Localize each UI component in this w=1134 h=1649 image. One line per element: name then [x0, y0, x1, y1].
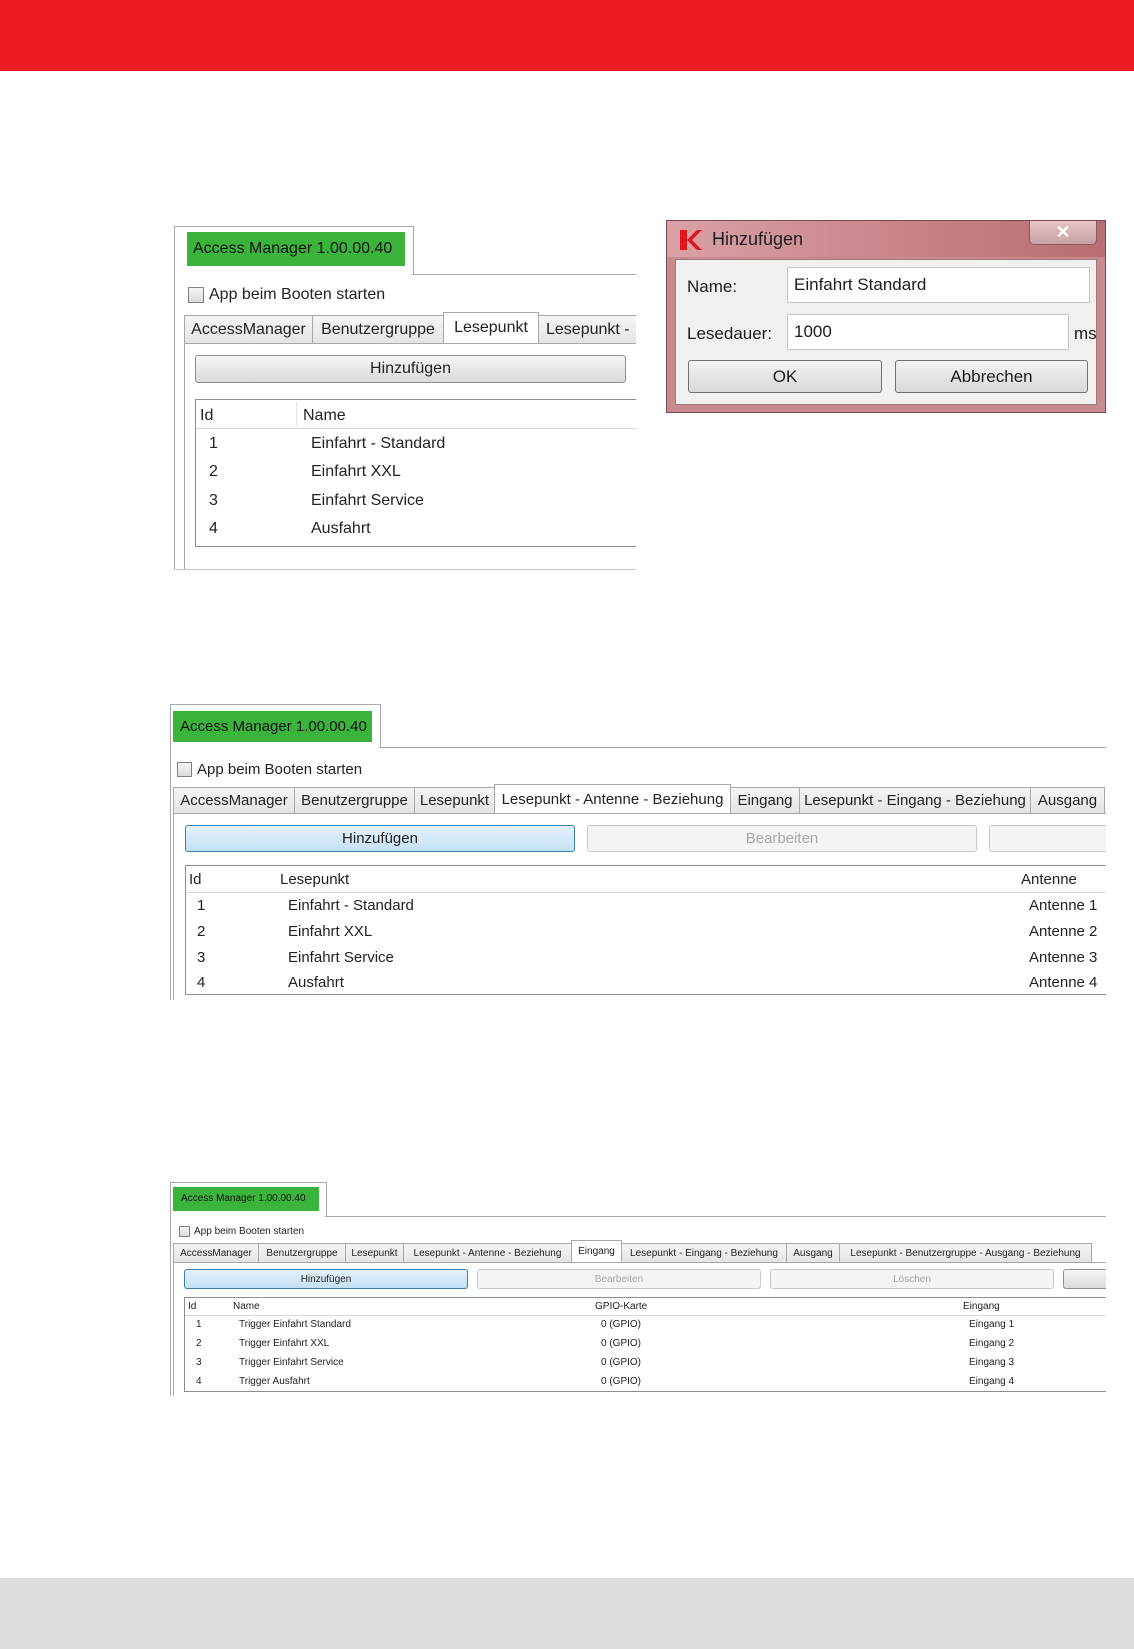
cell-id: 3	[197, 949, 206, 966]
delete-button[interactable]: Löschen	[770, 1269, 1054, 1289]
cell-id: 1	[209, 435, 218, 452]
duration-label: Lesedauer:	[687, 324, 773, 343]
name-field[interactable]: Einfahrt Standard	[787, 267, 1090, 303]
boot-checkbox[interactable]	[179, 1226, 190, 1237]
column-header-id[interactable]: Id	[188, 1301, 197, 1312]
cell-eingang: Eingang 4	[969, 1376, 1015, 1387]
delete-button[interactable]	[989, 825, 1106, 852]
name-label: Name:	[687, 277, 738, 296]
tab-benutzergruppe[interactable]: Benutzergruppe	[258, 1243, 346, 1262]
eingang-table	[184, 1297, 1106, 1392]
column-header-id[interactable]: Id	[189, 871, 202, 888]
tab-lesepunkt[interactable]: Lesepunkt	[443, 312, 539, 343]
column-header-lesepunkt[interactable]: Lesepunkt	[280, 871, 350, 888]
cell-eingang: Eingang 2	[969, 1338, 1015, 1349]
cell-name: Trigger Einfahrt Service	[239, 1357, 344, 1368]
tab-ausgang[interactable]: Ausgang	[786, 1243, 840, 1262]
dialog-body	[675, 259, 1097, 405]
duration-unit: ms	[1074, 324, 1097, 343]
tab-lesepunkt-eingang-beziehung[interactable]: Lesepunkt - Eingang - Beziehung	[799, 787, 1031, 813]
cell-id: 3	[209, 492, 218, 509]
edit-button[interactable]: Bearbeiten	[587, 825, 977, 852]
cell-eingang: Eingang 1	[969, 1319, 1015, 1330]
screenshot-lesepunkt-antenne	[170, 698, 1106, 1000]
boot-checkbox[interactable]	[177, 762, 192, 777]
tab-ausgang[interactable]: Ausgang	[1030, 787, 1105, 813]
tab-accessmanager[interactable]: AccessManager	[173, 787, 295, 813]
tab-strip	[173, 785, 1104, 813]
cell-eingang: Eingang 3	[969, 1357, 1015, 1368]
cell-name: Einfahrt XXL	[311, 463, 401, 480]
cell-lesepunkt: Einfahrt XXL	[288, 923, 373, 940]
cell-gpio-karte: 0 (GPIO)	[601, 1338, 642, 1349]
cell-id: 2	[196, 1338, 202, 1349]
tab-lesepunkt-eingang-beziehung[interactable]: Lesepunkt - Eingang - Beziehung	[621, 1243, 787, 1262]
more-button[interactable]	[1063, 1269, 1106, 1289]
app-logo-icon	[680, 230, 702, 250]
cell-name: Trigger Einfahrt XXL	[239, 1338, 330, 1349]
app-title: Access Manager 1.00.00.40	[173, 1187, 319, 1211]
add-button[interactable]: Hinzufügen	[184, 1269, 468, 1289]
tab-benutzergruppe[interactable]: Benutzergruppe	[294, 787, 415, 813]
app-title: Access Manager 1.00.00.40	[173, 711, 372, 742]
tab-lesepunkt-more[interactable]: Lesepunkt -	[538, 315, 636, 343]
tab-lesepunkt-benutzergruppe-ausgang-beziehung[interactable]: Lesepunkt - Benutzergruppe - Ausgang - Beziehung	[839, 1243, 1092, 1262]
cell-antenne: Antenne 3	[1029, 949, 1098, 966]
cell-name: Einfahrt Service	[311, 492, 424, 509]
lesepunkt-table	[195, 399, 636, 547]
duration-field[interactable]: 1000	[787, 314, 1069, 350]
screenshot-eingang	[170, 1178, 1106, 1396]
edit-button[interactable]: Bearbeiten	[477, 1269, 761, 1289]
tab-accessmanager[interactable]: AccessManager	[184, 315, 313, 343]
tab-accessmanager[interactable]: AccessManager	[173, 1243, 259, 1262]
cell-id: 2	[197, 923, 206, 940]
cell-id: 1	[196, 1319, 202, 1330]
tab-lesepunkt[interactable]: Lesepunkt	[414, 787, 495, 813]
cancel-button[interactable]: Abbrechen	[895, 360, 1088, 393]
cell-id: 3	[196, 1357, 202, 1368]
column-header-id[interactable]: Id	[200, 407, 214, 424]
add-dialog	[666, 220, 1106, 413]
top-banner	[0, 0, 1134, 71]
boot-checkbox[interactable]	[188, 287, 204, 303]
cell-gpio-karte: 0 (GPIO)	[601, 1376, 642, 1387]
cell-lesepunkt: Ausfahrt	[288, 974, 344, 991]
tab-eingang[interactable]: Eingang	[730, 787, 800, 813]
tab-eingang[interactable]: Eingang	[571, 1240, 622, 1262]
tab-strip	[184, 313, 636, 343]
footer-band	[0, 1578, 1134, 1649]
cell-id: 2	[209, 463, 218, 480]
tab-lesepunkt-antenne-beziehung[interactable]: Lesepunkt - Antenne - Beziehung	[494, 784, 731, 813]
cell-name: Ausfahrt	[311, 520, 371, 537]
app-title: Access Manager 1.00.00.40	[187, 232, 405, 266]
tab-lesepunkt[interactable]: Lesepunkt	[345, 1243, 404, 1262]
tab-benutzergruppe[interactable]: Benutzergruppe	[312, 315, 444, 343]
cell-antenne: Antenne 2	[1029, 923, 1098, 940]
cell-gpio-karte: 0 (GPIO)	[601, 1357, 642, 1368]
cell-lesepunkt: Einfahrt Service	[288, 949, 394, 966]
cell-id: 4	[196, 1376, 202, 1387]
column-header-name[interactable]: Name	[233, 1301, 260, 1312]
cell-name: Trigger Ausfahrt	[239, 1376, 310, 1387]
close-icon[interactable]: ✕	[1029, 220, 1097, 245]
tab-lesepunkt-antenne-beziehung[interactable]: Lesepunkt - Antenne - Beziehung	[403, 1243, 572, 1262]
screenshot-lesepunkt	[174, 220, 636, 570]
cell-name: Einfahrt - Standard	[311, 435, 446, 452]
column-header-eingang[interactable]: Eingang	[963, 1301, 1000, 1312]
cell-name: Trigger Einfahrt Standard	[239, 1319, 351, 1330]
boot-checkbox-label: App beim Booten starten	[194, 1225, 305, 1237]
column-header-name[interactable]: Name	[303, 407, 346, 424]
cell-gpio-karte: 0 (GPIO)	[601, 1319, 642, 1330]
cell-id: 1	[197, 897, 206, 914]
column-header-antenne[interactable]: Antenne	[1021, 871, 1077, 888]
dialog-title: Hinzufügen	[712, 229, 804, 249]
cell-lesepunkt: Einfahrt - Standard	[288, 897, 414, 914]
boot-checkbox-label: App beim Booten starten	[197, 760, 363, 778]
tab-strip	[173, 1241, 1091, 1262]
cell-antenne: Antenne 1	[1029, 897, 1098, 914]
cell-id: 4	[209, 520, 218, 537]
ok-button[interactable]: OK	[688, 360, 882, 393]
add-button[interactable]: Hinzufügen	[195, 355, 626, 383]
boot-checkbox-label: App beim Booten starten	[209, 286, 386, 303]
column-header-gpio-karte[interactable]: GPIO-Karte	[595, 1301, 648, 1312]
lesepunkt-antenne-table	[185, 865, 1106, 995]
add-button[interactable]: Hinzufügen	[185, 825, 575, 852]
cell-antenne: Antenne 4	[1029, 974, 1098, 991]
cell-id: 4	[197, 974, 206, 991]
